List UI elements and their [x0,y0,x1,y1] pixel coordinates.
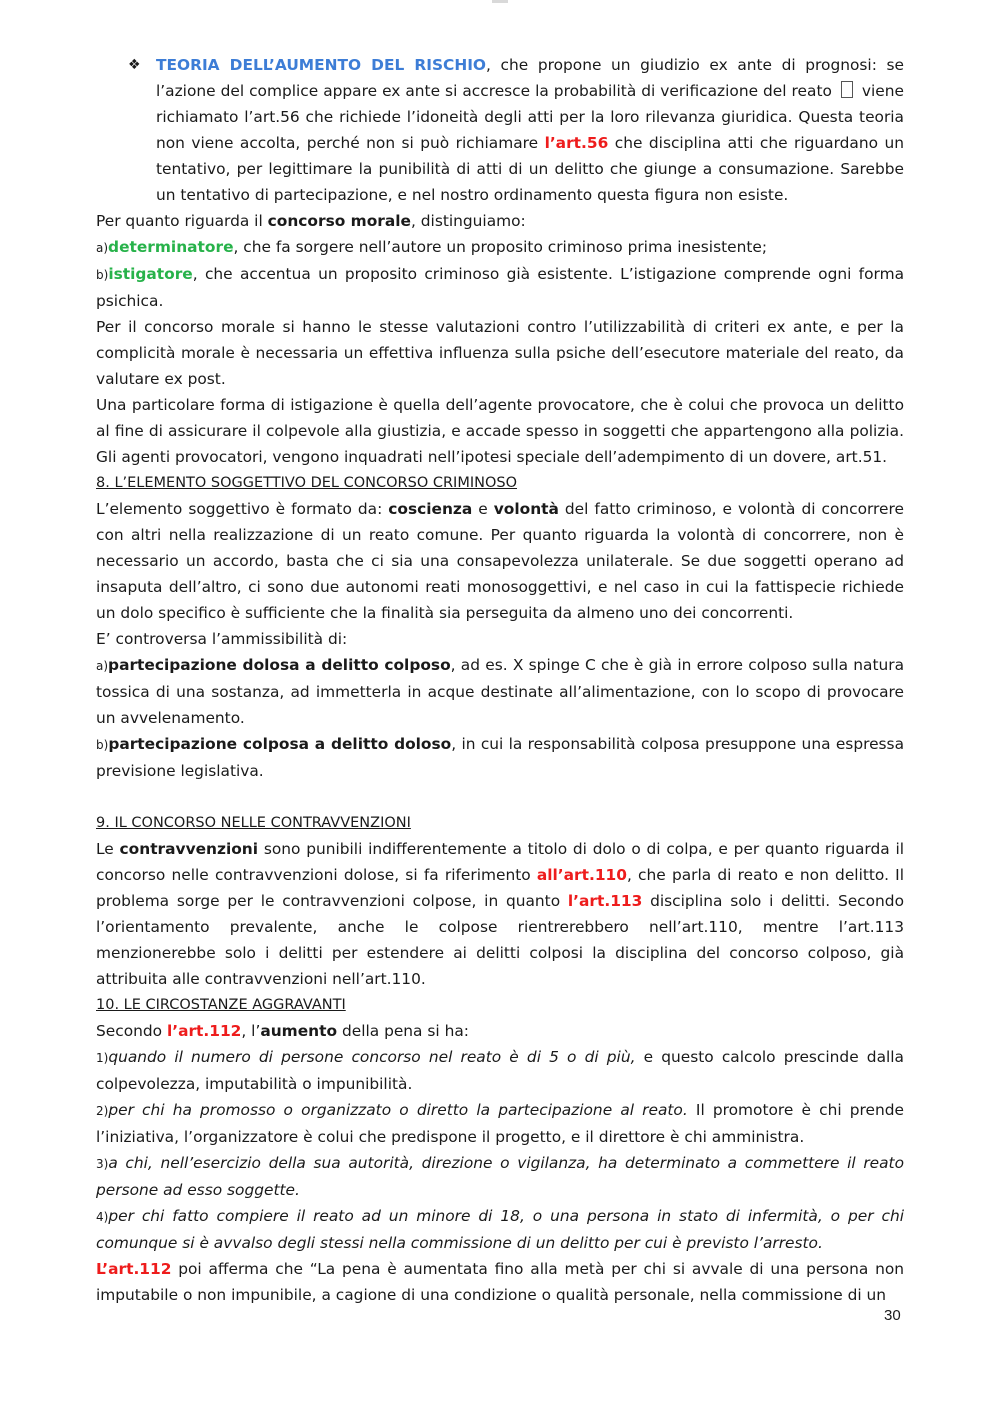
section-8-item-b: b)partecipazione colposa a delitto doloso, in cui la responsabilità colposa presuppone una espressa previsione legislativa. [96,735,905,780]
page-number: 30 [884,1307,901,1324]
diamond-bullet-icon: ❖ [128,57,141,73]
morale-item-b: b)istigatore, che accentua un proposito criminoso già esistente. L’istigazione comprende ogni forma psichica. [96,265,904,310]
morale-paragraph-1: Per il concorso morale si hanno le stesse valutazioni contro l’utilizzabilità di criteri ex ante, e per la complicità morale è necessaria un effettiva influenza sulla psiche dell’esecutore materiale del reato, da valutare ex post. [96,318,904,388]
morale-item-a: a)determinatore, che fa sorgere nell’autore un proposito criminoso prima inesistente; [96,238,768,256]
section-8-paragraph-2: E’ controversa l’ammissibilità di: [96,630,348,648]
theory-title: TEORIA DELL’AUMENTO DEL RISCHIO [156,56,487,74]
section-10-item-1: 1)quando il numero di persone concorso nel reato è di 5 o di più, e questo calcolo prescinde dalla colpevolezza, imputabilità o impunibilità. [96,1048,904,1093]
blank-line [96,784,904,810]
section-10-final: L’art.112 poi afferma che “La pena è aumentata fino alla metà per chi si avvale di una persona non imputabile o non impunibile, a cagione di una condizione o qualità personale, nella commissione di un [96,1260,904,1304]
section-8-item-a: a)partecipazione dolosa a delitto colposo, ad es. X spinge C che è già in errore colposo sulla natura tossica di una sostanza, ad immetterla in acque destinate all’alimentazione, con lo scopo di provocare un avvelenamento. [96,656,905,727]
art56-ref: l’art.56 [544,134,609,152]
section-8-heading: 8. L’ELEMENTO SOGGETTIVO DEL CONCORSO CRIMINOSO [96,475,517,491]
section-9-heading: 9. IL CONCORSO NELLE CONTRAVVENZIONI [96,815,411,831]
section-10-intro: Secondo l’art.112, l’aumento della pena si ha: [96,1022,469,1040]
section-10-item-3: 3)a chi, nell’esercizio della sua autorità, direzione o vigilanza, ha determinato a commettere il reato persone ad esso soggette. [96,1154,904,1199]
bullet-paragraph: ❖ TEORIA DELL’AUMENTO DEL RISCHIO, che propone un giudizio ex ante di prognosi: se l’azione del complice appare ex ante si accresce la probabilità di verificazione del reato viene richiamato l’art.56 che richiede l’idoneità degli atti per la loro rilevanza giuridica. Questa teoria non viene accolta, perché non si può richiamare l’art.56 che disciplina atti che riguardano un tentativo, per legittimare la punibilità di atti di un delitto che giunge a consumazione. Sarebbe un tentativo di partecipazione, e nel nostro ordinamento questa figura non esiste. [96,52,904,208]
section-9-paragraph: Le contravvenzioni sono punibili indifferentemente a titolo di dolo o di colpa, e per quanto riguarda il concorso nelle contravvenzioni dolose, si fa riferimento all’art.110, che parla di reato e non delitto. Il problema sorge per le contravvenzioni colpose, in quanto l’art.113 disciplina solo i delitti. Secondo l’orientamento prevalente, anche le colpose rientrerebbero nell’art.110, mentre l’art.113 menzionerebbe solo i delitti per estendere ai delitti colposi la disciplina del concorso colposo, già attribuita alle contravvenzioni nell’art.110. [96,840,904,988]
section-10-item-4: 4)per chi fatto compiere il reato ad un minore di 18, o una persona in stato di infermità, o per chi comunque si è avvalso degli stessi nella commissione di un delitto per cui è previsto l’arresto. [96,1207,904,1252]
header-mark [492,0,508,3]
section-10-item-2: 2)per chi ha promosso o organizzato o diretto la partecipazione al reato. Il promotore è chi prende l’iniziativa, l’organizzatore è colui che predispone il progetto, e il direttore è chi amministra. [96,1101,904,1146]
morale-paragraph-2: Una particolare forma di istigazione è quella dell’agente provocatore, che è colui che provoca un delitto al fine di assicurare il colpevole alla giustizia, e accade spesso in soggetti che appartengono alla polizia. Gli agenti provocatori, vengono inquadrati nell’ipotesi speciale dell’adempimento di un dovere, art.51. [96,396,904,466]
page-content [96,52,904,1308]
morale-intro: Per quanto riguarda il concorso morale, distinguiamo: [96,212,526,230]
missing-glyph-icon [841,81,853,98]
section-10-heading: 10. LE CIRCOSTANZE AGGRAVANTI [96,997,346,1013]
section-8-paragraph-1: L’elemento soggettivo è formato da: coscienza e volontà del fatto criminoso, e volontà di concorrere con altri nella realizzazione di un reato comune. Per quanto riguarda la volontà di concorrere, non è necessario un accordo, basta che ci sia una consapevolezza unilaterale. Se due soggetti operano ad insaputa dell’altro, ci sono due autonomi reati monosoggettivi, e nel caso in cui la fattispecie richiede un dolo specifico è sufficiente che la finalità sia perseguita da almeno uno dei concorrenti. [96,500,904,622]
